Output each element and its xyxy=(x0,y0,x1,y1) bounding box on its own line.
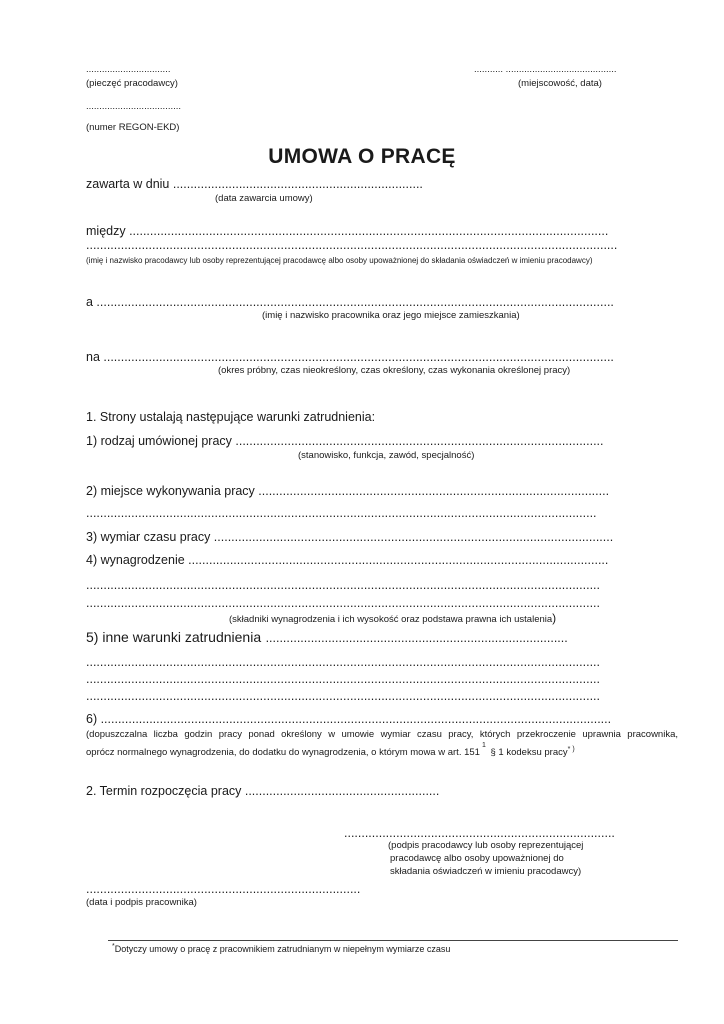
other-conditions-heading: 5) inne warunki zatrudnienia xyxy=(86,629,262,645)
salary-label xyxy=(229,611,556,625)
employer-line-2: ......................................................................................................................................................... xyxy=(86,238,618,252)
period-line: na ................................................................................................................................................... xyxy=(86,350,614,364)
item-6-note-text: oprócz normalnego wynagrodzenia, do dodatku do wynagrodzenia, o którym mowa w art. 151 xyxy=(86,747,480,759)
document-title: UMOWA O PRACĘ xyxy=(268,145,456,168)
employer-signature-label-1: (podpis pracodawcy lub osoby reprezentującej xyxy=(388,840,584,851)
footnote-text: Dotyczy umowy o pracę z pracownikiem zatrudnianym w niepełnym wymiarze czasu xyxy=(114,944,451,954)
item-6-note-close: ) xyxy=(572,746,575,753)
employee-signature-dots: ............................................................................... xyxy=(86,882,361,896)
item-6-note-line-1: (dopuszczalna liczba godzin pracy ponad określony w umowie wymiar czasu pracy, których przekroczenie uprawnia pracownika, xyxy=(86,729,678,740)
employer-line-1: między .......................................................................................................................................... xyxy=(86,224,609,238)
salary-detail-line-1: .................................................................................................................................................... xyxy=(86,578,600,592)
employee-label: (imię i nazwisko pracownika oraz jego miejsce zamieszkania) xyxy=(262,310,520,321)
other-conditions-dots: ....................................................................................... xyxy=(265,631,568,645)
salary-detail-line-2: .................................................................................................................................................... xyxy=(86,596,600,610)
work-type-label: (stanowisko, funkcja, zawód, specjalność) xyxy=(298,450,475,461)
article-superscript: 1 xyxy=(481,742,486,749)
period-label: (okres próbny, czas nieokreślony, czas określony, czas wykonania określonej pracy) xyxy=(218,365,571,376)
place-date-label: (miejscowość, data) xyxy=(518,78,602,89)
footnote-divider xyxy=(108,940,678,941)
work-type-line: 1) rodzaj umówionej pracy .......................................................................................................... xyxy=(86,434,604,448)
stamp-label: (pieczęć pracodawcy) xyxy=(86,78,178,89)
regon-label: (numer REGON-EKD) xyxy=(86,122,180,133)
regon-dots: .................................... xyxy=(86,101,182,112)
concluded-date-line: zawarta w dniu ........................................................................ xyxy=(86,177,423,191)
salary-label-paren: ) xyxy=(552,611,557,625)
section-1-heading: 1. Strony ustalają następujące warunki zatrudnienia: xyxy=(86,410,376,424)
item-6-line: 6) ................................................................................................................................................... xyxy=(86,712,612,726)
other-conditions-line-3: .................................................................................................................................................... xyxy=(86,689,600,703)
footnote-star: * xyxy=(112,943,115,950)
item-6-note-code: § 1 kodeksu pracy xyxy=(490,747,568,759)
employer-signature-dots: .............................................................................. xyxy=(344,826,615,840)
employer-label: (imię i nazwisko pracodawcy lub osoby reprezentującej pracodawcę albo osoby upoważnionej do składania oświadczeń w imieniu pracodawcy) xyxy=(86,256,593,265)
place-date-dots: ........... .......................................... xyxy=(474,64,617,75)
stamp-dots: ................................ xyxy=(86,64,171,75)
start-date-line: 2. Termin rozpoczęcia pracy ........................................................ xyxy=(86,784,440,798)
other-conditions-line-2: .................................................................................................................................................... xyxy=(86,672,600,686)
employee-line: a ..................................................................................................................................................... xyxy=(86,295,614,309)
workplace-continuation: ................................................................................................................................................... xyxy=(86,506,597,520)
employer-signature-label-2: pracodawcę albo osoby upoważnionej do xyxy=(390,853,564,864)
other-conditions-line xyxy=(86,629,568,647)
salary-line: 4) wynagrodzenie ......................................................................................................................... xyxy=(86,553,609,567)
footnote-marker: * xyxy=(567,746,571,753)
workplace-line: 2) miejsce wykonywania pracy ..................................................................................................... xyxy=(86,484,610,498)
employer-signature-label-3: składania oświadczeń w imieniu pracodawcy) xyxy=(390,866,582,877)
other-conditions-line-1: .................................................................................................................................................... xyxy=(86,655,600,669)
employee-signature-label: (data i podpis pracownika) xyxy=(86,897,197,908)
item-6-note-line-2 xyxy=(86,742,678,760)
hours-line: 3) wymiar czasu pracy ................................................................................................................... xyxy=(86,530,614,544)
footnote xyxy=(112,943,450,954)
salary-label-text: (składniki wynagrodzenia i ich wysokość oraz podstawa prawna ich ustalenia xyxy=(229,614,553,625)
concluded-date-label: (data zawarcia umowy) xyxy=(215,193,313,204)
item-6-note xyxy=(86,727,678,760)
